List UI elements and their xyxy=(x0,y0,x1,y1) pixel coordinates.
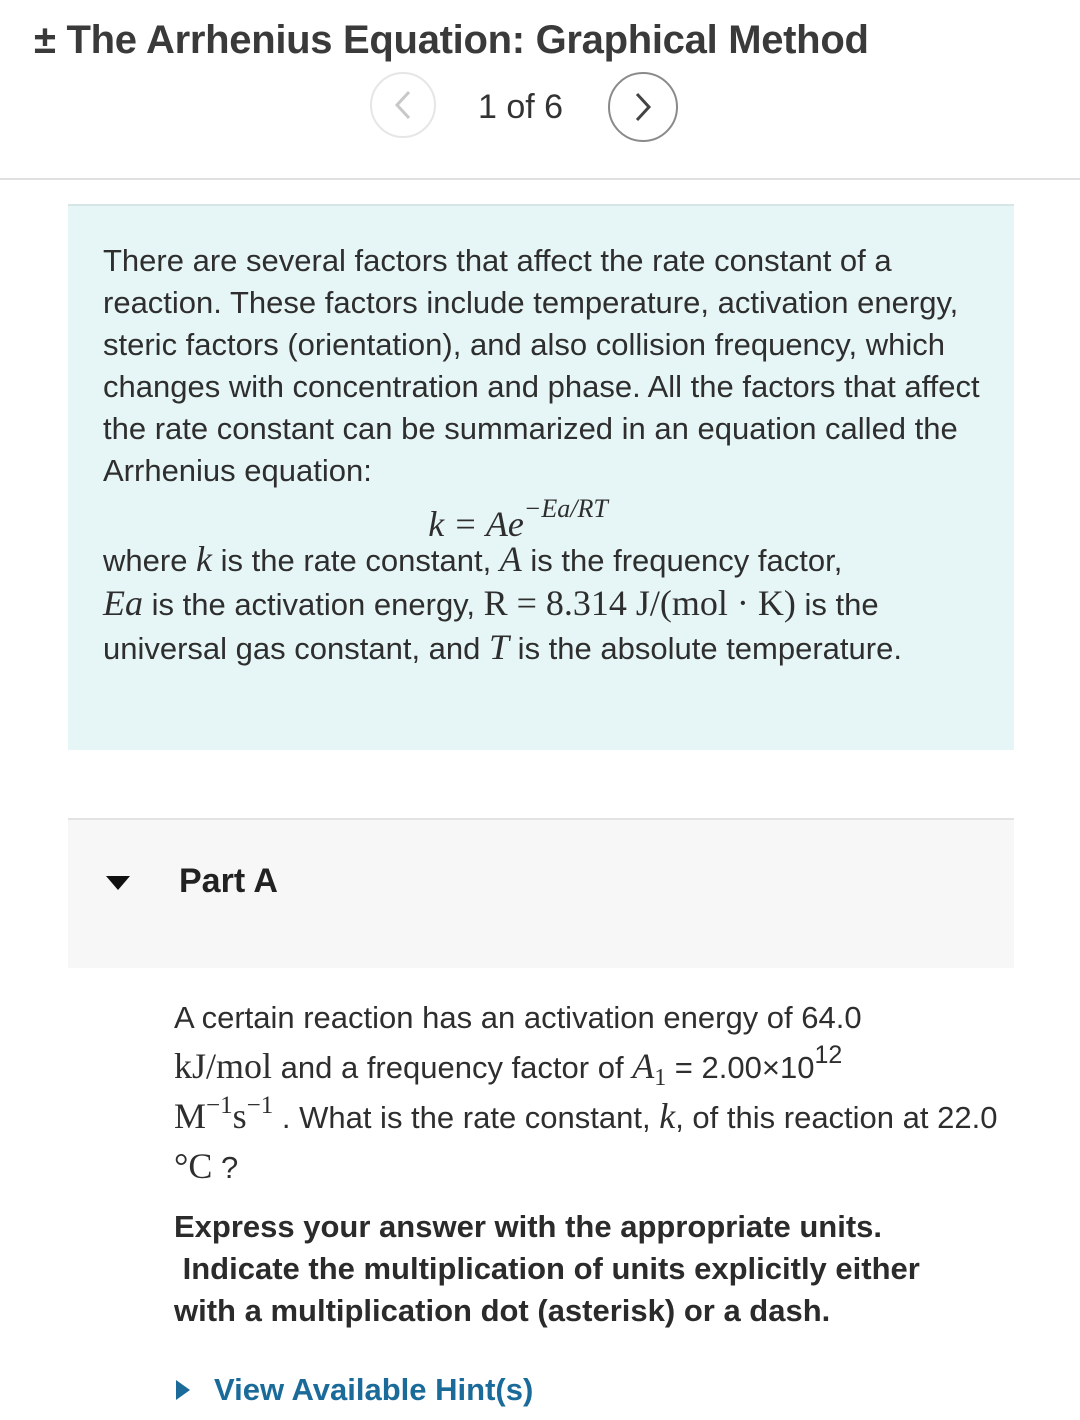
part-a-label: Part A xyxy=(179,862,278,900)
frequency-exponent: 12 xyxy=(814,1040,843,1069)
unit-s: s xyxy=(232,1096,247,1136)
page-title: ± The Arrhenius Equation: Graphical Method xyxy=(34,18,869,62)
where-text-2: is the rate constant, xyxy=(212,543,500,578)
equation-lhs: k = Ae xyxy=(428,504,524,544)
var-k: k xyxy=(196,539,213,579)
unit-M: M xyxy=(174,1096,207,1136)
next-button[interactable] xyxy=(608,72,678,142)
gas-constant-expr: R = 8.314 J/(mol · K) xyxy=(483,583,796,623)
where-text-5: is the universal gas constant, and xyxy=(103,587,879,666)
question-text-1: A certain reaction has an activation energy of 64.0 xyxy=(174,1000,862,1035)
instructions-line-2: Indicate the multiplication of units explicitly either xyxy=(174,1251,920,1286)
where-text-6: is the absolute temperature. xyxy=(509,631,902,666)
var-k-question: k xyxy=(659,1096,676,1136)
answer-instructions xyxy=(174,1206,1024,1332)
chevron-right-icon xyxy=(631,90,655,124)
hint-label[interactable]: View Available Hint(s) xyxy=(214,1372,534,1407)
where-text-4: is the activation energy, xyxy=(143,587,484,622)
question-paragraph xyxy=(174,994,1024,1192)
var-A1-subscript: 1 xyxy=(654,1065,667,1092)
question-text xyxy=(174,994,1024,1192)
intro-panel xyxy=(68,204,1014,750)
pager xyxy=(368,72,680,140)
where-paragraph xyxy=(103,538,993,670)
unit-kj-per-mol: kJ/mol xyxy=(174,1046,273,1086)
view-hints-link[interactable] xyxy=(174,1368,533,1412)
arrhenius-equation xyxy=(43,492,993,544)
question-text-3: = 2.00×10 xyxy=(666,1050,815,1085)
prev-button[interactable] xyxy=(370,72,436,138)
question-text-6: ? xyxy=(212,1150,239,1185)
header xyxy=(0,0,1080,180)
where-text-1: where xyxy=(103,543,197,578)
question-text-5: , of this reaction at 22.0 xyxy=(675,1100,998,1135)
question-text-4: . What is the rate constant, xyxy=(273,1100,660,1135)
unit-degree-celsius: °C xyxy=(174,1146,213,1186)
var-A1: A xyxy=(632,1046,655,1086)
var-Ea: Ea xyxy=(103,583,143,623)
caret-right-icon xyxy=(174,1378,192,1402)
part-a-header[interactable] xyxy=(68,818,1014,968)
intro-text xyxy=(103,240,993,670)
question-text-2: and a frequency factor of xyxy=(272,1050,633,1085)
chevron-left-icon xyxy=(391,88,415,122)
intro-paragraph: There are several factors that affect the rate constant of a reaction. These factors include temperature, activation energy, steric factors (orientation), and also collision frequency, which changes with concentration and phase. All the factors that affect the rate constant can be summarized in an equation called the Arrhenius equation: xyxy=(103,243,980,488)
equation-exponent: −Ea/RT xyxy=(523,494,608,523)
where-text-3: is the frequency factor, xyxy=(521,543,843,578)
unit-M-exponent: −1 xyxy=(206,1091,233,1119)
unit-s-exponent: −1 xyxy=(246,1091,274,1119)
page-indicator: 1 of 6 xyxy=(478,88,564,126)
instructions-line-3: with a multiplication dot (asterisk) or a dash. xyxy=(174,1293,831,1328)
var-A: A xyxy=(499,539,522,579)
instructions-line-1: Express your answer with the appropriate units. xyxy=(174,1209,883,1244)
var-T: T xyxy=(489,627,510,667)
caret-down-icon[interactable] xyxy=(104,873,132,893)
